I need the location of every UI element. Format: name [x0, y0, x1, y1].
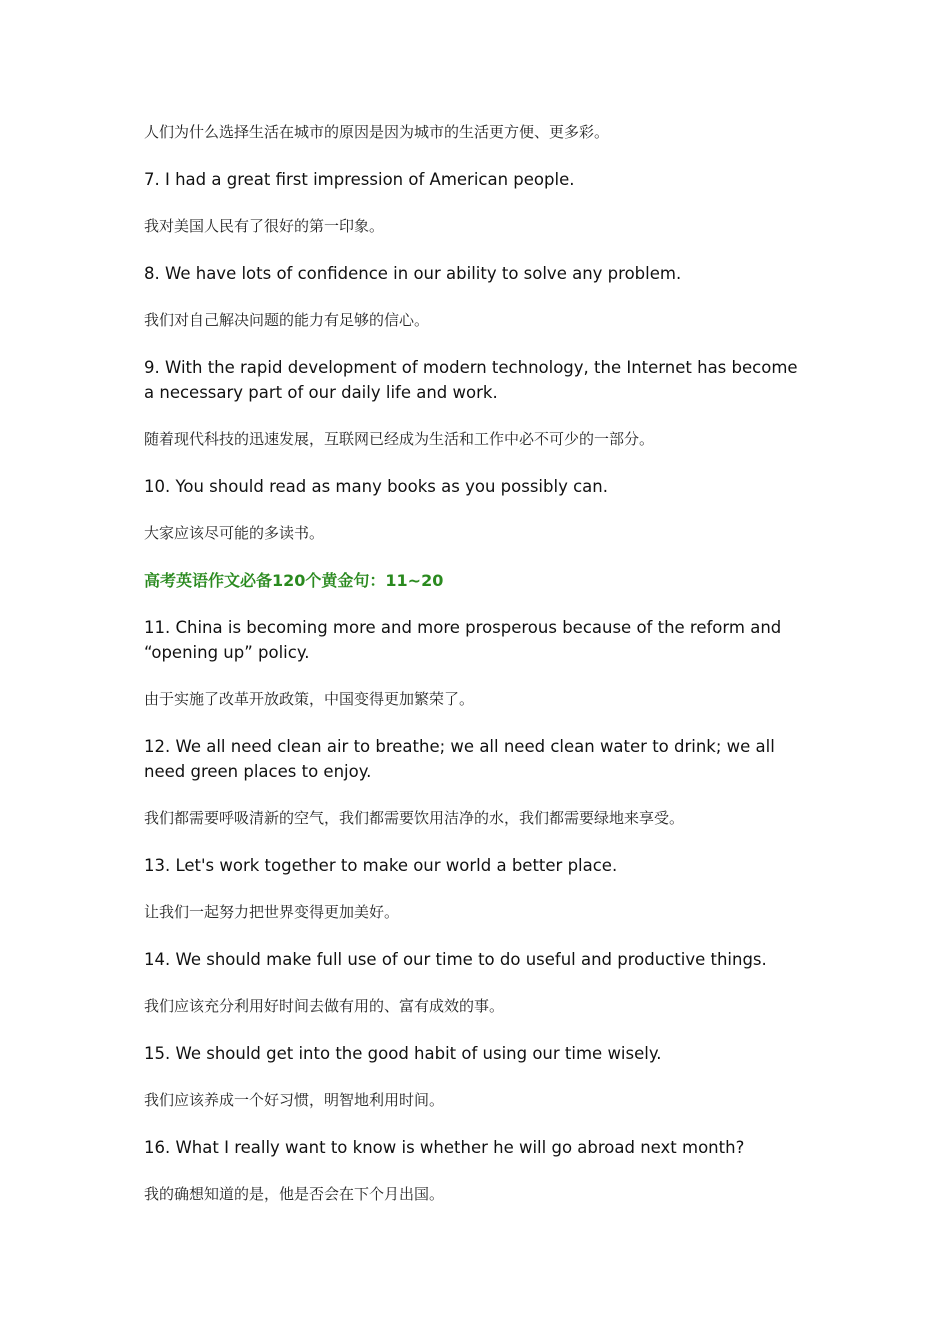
english-sentence: 9. With the rapid development of modern technology, the Internet has become a necessary part of our daily life and work. — [144, 358, 798, 402]
english-sentence: 16. What I really want to know is whether he will go abroad next month? — [144, 1138, 745, 1157]
english-sentence: 11. China is becoming more and more prosperous because of the reform and “opening up” policy. — [144, 618, 782, 662]
english-sentence: 14. We should make full use of our time to do useful and productive things. — [144, 950, 767, 969]
chinese-translation: 我们都需要呼吸清新的空气，我们都需要饮用洁净的水，我们都需要绿地来享受。 — [144, 809, 685, 827]
english-sentence: 15. We should get into the good habit of using our time wisely. — [144, 1044, 662, 1063]
chinese-translation: 我们应该充分利用好时间去做有用的、富有成效的事。 — [144, 997, 505, 1015]
chinese-translation: 我们应该养成一个好习惯，明智地利用时间。 — [144, 1091, 445, 1109]
english-sentence: 10. You should read as many books as you possibly can. — [144, 477, 608, 496]
chinese-translation: 我的确想知道的是，他是否会在下个月出国。 — [144, 1185, 445, 1203]
chinese-translation: 随着现代科技的迅速发展，互联网已经成为生活和工作中必不可少的一部分。 — [144, 430, 655, 448]
chinese-translation: 大家应该尽可能的多读书。 — [144, 524, 325, 542]
english-sentence: 12. We all need clean air to breathe; we all need clean water to drink; we all need green places to enjoy. — [144, 737, 775, 781]
section-heading: 高考英语作文必备120个黄金句：11~20 — [144, 571, 444, 590]
english-sentence: 7. I had a great first impression of American people. — [144, 170, 575, 189]
chinese-translation: 让我们一起努力把世界变得更加美好。 — [144, 903, 400, 921]
english-sentence: 8. We have lots of confidence in our ability to solve any problem. — [144, 264, 682, 283]
chinese-translation: 我对美国人民有了很好的第一印象。 — [144, 217, 385, 235]
chinese-translation: 由于实施了改革开放政策，中国变得更加繁荣了。 — [144, 690, 475, 708]
english-sentence: 13. Let's work together to make our world a better place. — [144, 856, 618, 875]
chinese-translation: 人们为什么选择生活在城市的原因是因为城市的生活更方便、更多彩。 — [144, 123, 610, 141]
chinese-translation: 我们对自己解决问题的能力有足够的信心。 — [144, 311, 430, 329]
document-body — [144, 120, 804, 1229]
